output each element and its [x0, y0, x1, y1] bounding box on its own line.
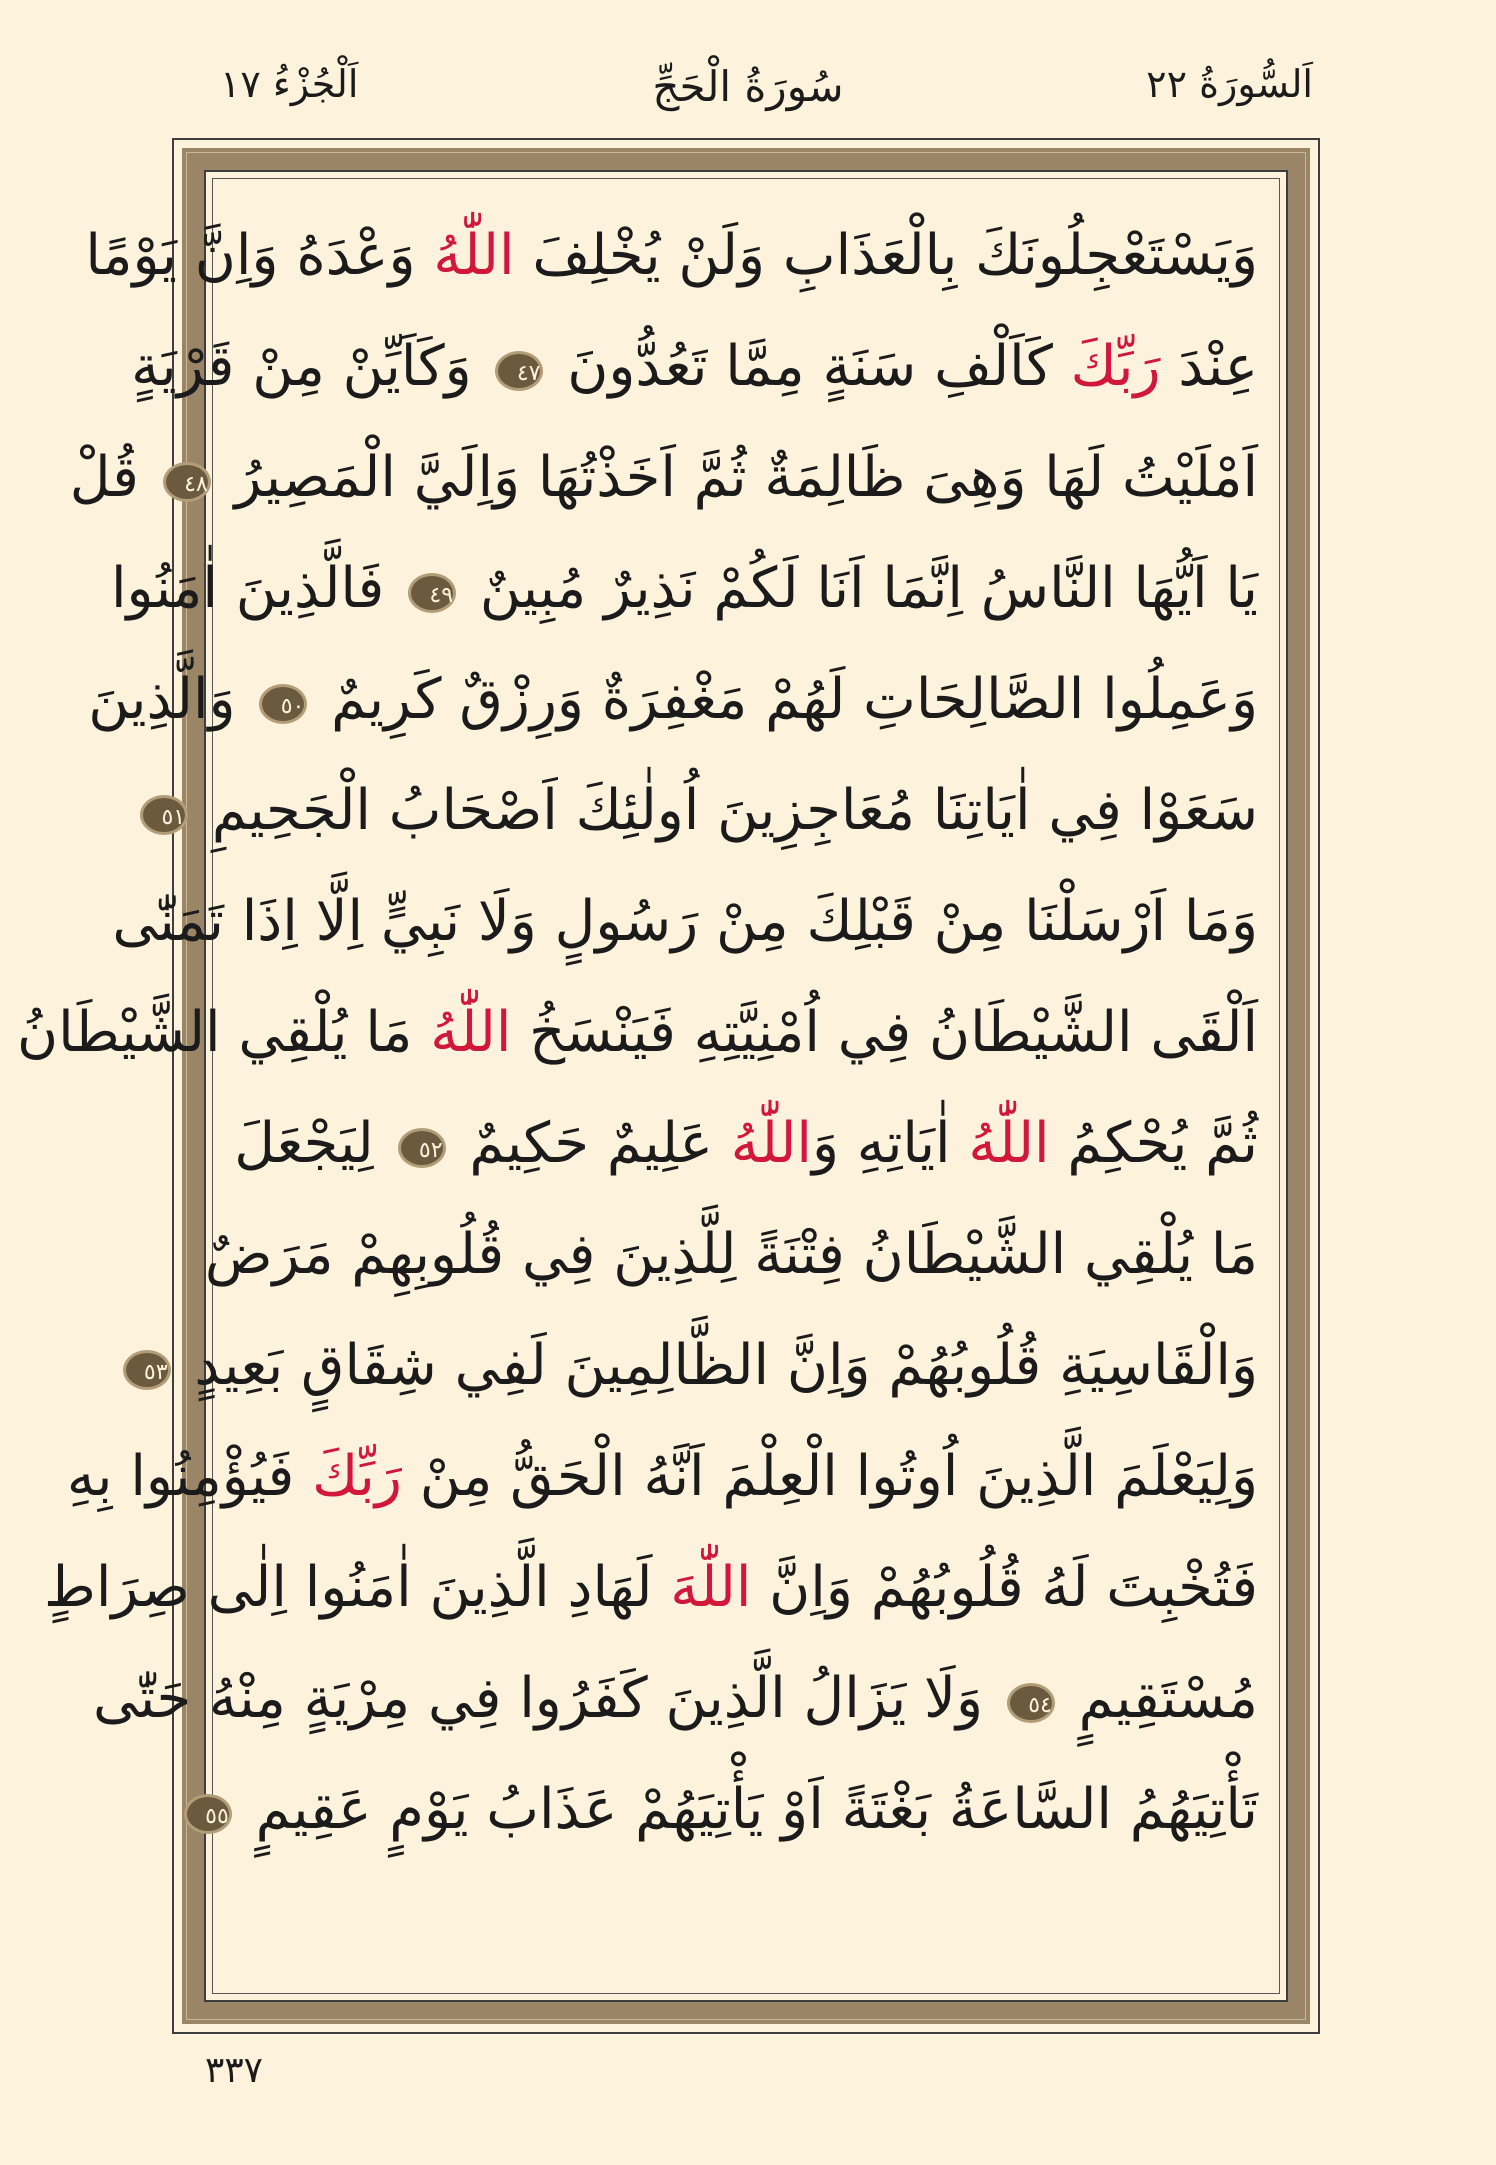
ayah-number-marker: ٥٢ — [398, 1128, 446, 1168]
text-line — [234, 1088, 1258, 1199]
verse-text: لِيَجْعَلَ — [234, 1111, 392, 1176]
verse-text: عِنْدَ — [1160, 334, 1258, 399]
quran-text-body — [16, 200, 1258, 1980]
verse-text: فَالَّذِينَ اٰمَنُوا — [111, 556, 403, 621]
divine-name-highlight: رَبِّكَ — [1070, 334, 1161, 399]
verse-text: قُلْ — [69, 445, 157, 510]
ayah-number-marker: ٥١ — [140, 795, 188, 835]
verse-text: اَمْلَيْتُ لَهَا وَهِىَ ظَالِمَةٌ ثُمَّ اَخَذْتُهَا وَاِلَيَّ الْمَصِيرُ — [216, 445, 1258, 510]
verse-text: وَالَّذِينَ — [88, 667, 254, 732]
verse-text: اَلْقَى الشَّيْطَانُ فِي اُمْنِيَّتِهِ فَيَنْسَخُ — [511, 1000, 1258, 1065]
text-line — [69, 422, 1258, 533]
text-line — [85, 200, 1258, 311]
juz-label: اَلْجُزْءُ ١٧ — [220, 62, 359, 106]
divine-name-highlight: رَبِّكَ — [312, 1444, 402, 1509]
verse-text: وَالْقَاسِيَةِ قُلُوبُهُمْ وَاِنَّ الظَّالِمِينَ لَفِي شِقَاقٍ بَعِيدٍ — [176, 1333, 1258, 1398]
verse-text: ثُمَّ يُحْكِمُ — [1049, 1111, 1258, 1176]
text-line — [131, 311, 1258, 422]
page-number: ٣٣٧ — [205, 2050, 264, 2091]
verse-text: وَعْدَهُ وَاِنَّ يَوْمًا — [85, 223, 434, 288]
surah-name-title: سُورَةُ الْحَجِّ — [652, 62, 844, 111]
text-line — [204, 1199, 1258, 1310]
text-line — [111, 533, 1258, 644]
verse-text: لَهَادِ الَّذِينَ اٰمَنُوا اِلٰى صِرَاطٍ — [44, 1555, 671, 1620]
text-line — [88, 644, 1258, 755]
page-header — [0, 62, 1496, 122]
surah-number-label: اَلسُّورَةُ ٢٢ — [1146, 62, 1313, 106]
verse-text: مُسْتَقِيمٍ — [1060, 1666, 1258, 1731]
text-line — [44, 1532, 1258, 1643]
text-line — [112, 866, 1258, 977]
verse-text: فَتُخْبِتَ لَهُ قُلُوبُهُمْ وَاِنَّ — [751, 1555, 1258, 1620]
divine-name-highlight: اللّٰهُ — [730, 1111, 812, 1176]
text-line — [205, 1754, 1258, 1865]
verse-text: وَيَسْتَعْجِلُونَكَ بِالْعَذَابِ وَلَنْ يُخْلِفَ — [514, 223, 1258, 288]
verse-text: اٰيَاتِهِ وَ — [811, 1111, 969, 1176]
ayah-number-marker: ٥٠ — [259, 684, 307, 724]
ayah-number-marker: ٥٤ — [1007, 1683, 1055, 1723]
verse-text: فَيُؤْمِنُوا بِهِ — [66, 1444, 313, 1509]
ayah-number-marker: ٥٣ — [123, 1350, 171, 1390]
ayah-number-marker: ٥٥ — [184, 1794, 232, 1834]
text-line — [161, 755, 1258, 866]
text-line — [92, 1643, 1258, 1754]
verse-text: وَلَا يَزَالُ الَّذِينَ كَفَرُوا فِي مِرْيَةٍ مِنْهُ حَتّٰى — [92, 1666, 1001, 1731]
verse-text: مَا يُلْقِي الشَّيْطَانُ — [16, 1000, 431, 1065]
verse-text: وَكَاَيِّنْ مِنْ قَرْيَةٍ — [131, 334, 490, 399]
divine-name-highlight: اللّٰهَ — [670, 1555, 752, 1620]
divine-name-highlight: اللّٰهُ — [430, 1000, 512, 1065]
text-line — [66, 1421, 1258, 1532]
ayah-number-marker: ٤٨ — [163, 462, 211, 502]
verse-text: مَا يُلْقِي الشَّيْطَانُ فِتْنَةً لِلَّذِينَ فِي قُلُوبِهِمْ مَرَضٌ — [204, 1222, 1258, 1287]
verse-text: يَا اَيُّهَا النَّاسُ اِنَّمَا اَنَا لَكُمْ نَذِيرٌ مُبِينٌ — [462, 556, 1258, 621]
text-line — [143, 1310, 1258, 1421]
verse-text: تَأْتِيَهُمُ السَّاعَةُ بَغْتَةً اَوْ يَأْتِيَهُمْ عَذَابُ يَوْمٍ عَقِيمٍ — [237, 1777, 1258, 1842]
verse-text: كَاَلْفِ سَنَةٍ مِمَّا تَعُدُّونَ — [549, 334, 1071, 399]
verse-text: سَعَوْا فِي اٰيَاتِنَا مُعَاجِزِينَ اُولٰئِكَ اَصْحَابُ الْجَحِيمِ — [194, 778, 1258, 843]
divine-name-highlight: اللّٰهُ — [433, 223, 515, 288]
ayah-number-marker: ٤٩ — [408, 573, 456, 613]
divine-name-highlight: اللّٰهُ — [968, 1111, 1050, 1176]
text-line — [16, 977, 1258, 1088]
verse-text: عَلِيمٌ حَكِيمٌ — [451, 1111, 731, 1176]
verse-text: وَعَمِلُوا الصَّالِحَاتِ لَهُمْ مَغْفِرَةٌ وَرِزْقٌ كَرِيمٌ — [313, 667, 1258, 732]
verse-text: وَلِيَعْلَمَ الَّذِينَ اُوتُوا الْعِلْمَ اَنَّهُ الْحَقُّ مِنْ — [401, 1444, 1258, 1509]
verse-text: وَمَا اَرْسَلْنَا مِنْ قَبْلِكَ مِنْ رَسُولٍ وَلَا نَبِيٍّ اِلَّا اِذَا تَمَنّٰى — [112, 889, 1258, 954]
ayah-number-marker: ٤٧ — [495, 351, 543, 391]
